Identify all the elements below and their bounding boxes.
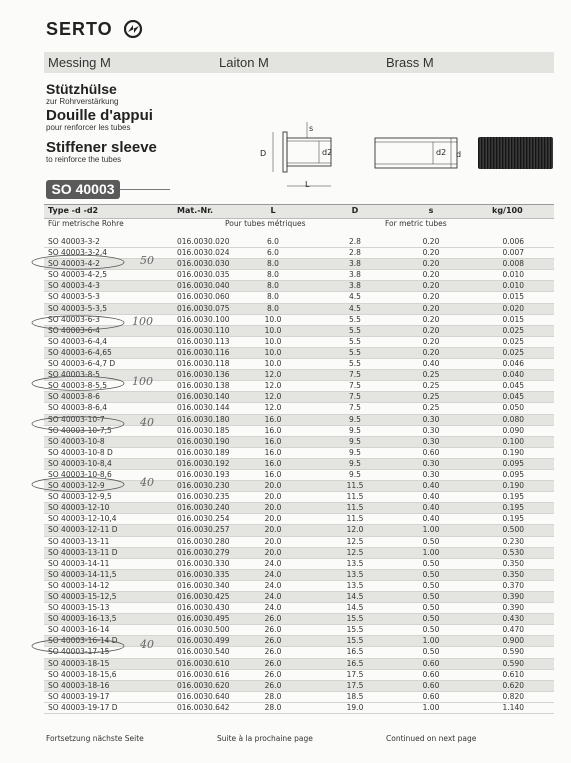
cell-s: 0.30 [422, 469, 440, 479]
cell-d: 13.5 [346, 569, 364, 579]
cell-l: 20.0 [264, 503, 282, 513]
cell-kg: 0.006 [502, 237, 524, 246]
cell-type: SO 40003-10-8 D [48, 447, 113, 457]
cell-s: 0.20 [422, 248, 440, 258]
footer-en: Continued on next page [386, 734, 477, 743]
cell-l: 16.0 [264, 414, 282, 424]
cell-kg: 0.590 [502, 658, 524, 668]
cell-d: 9.5 [349, 414, 361, 424]
annotation-circle [32, 376, 124, 390]
cell-l: 24.0 [264, 580, 282, 590]
cell-kg: 0.045 [502, 392, 524, 402]
dim-d: d [456, 150, 462, 159]
cell-s: 0.25 [422, 392, 440, 402]
cell-l: 12.0 [264, 381, 282, 391]
dim-L: L [305, 180, 310, 189]
cell-d: 15.5 [346, 636, 364, 646]
cell-d: 7.5 [349, 381, 361, 391]
cell-mat-nr: 016.0030.118 [177, 359, 230, 369]
annotation-quantity: 100 [132, 314, 153, 328]
cell-type: SO 40003-5-3 [48, 292, 100, 302]
cell-d: 4.5 [349, 292, 361, 302]
cell-type: SO 40003-4-2,5 [48, 270, 108, 280]
cell-d: 9.5 [349, 436, 361, 446]
cell-s: 0.60 [422, 447, 440, 457]
cell-s: 0.20 [422, 336, 440, 346]
cell-type: SO 40003-8-5,5 [48, 381, 108, 391]
cell-d: 2.8 [349, 248, 361, 258]
cell-l: 8.0 [267, 270, 279, 280]
cell-mat-nr: 016.0030.616 [177, 669, 230, 679]
footer-fr: Suite à la prochaine page [217, 734, 313, 743]
cell-d: 11.5 [346, 492, 364, 502]
cell-l: 28.0 [264, 702, 282, 712]
cell-l: 12.0 [264, 370, 282, 380]
subheader-de: Für metrische Rohre [48, 219, 124, 228]
cell-kg: 0.390 [502, 592, 524, 601]
cell-kg: 0.020 [502, 303, 524, 313]
cell-d: 2.8 [349, 237, 361, 246]
cell-kg: 0.046 [502, 359, 524, 369]
cell-l: 24.0 [264, 603, 282, 613]
cell-s: 0.40 [422, 481, 440, 491]
cell-type: SO 40003-8-6 [48, 392, 100, 402]
cell-s: 0.40 [422, 514, 440, 524]
cell-l: 10.0 [264, 325, 282, 335]
cell-mat-nr: 016.0030.116 [177, 347, 230, 357]
cell-kg: 0.590 [502, 647, 524, 657]
cell-type: SO 40003-10-8,4 [48, 458, 112, 468]
cell-mat-nr: 016.0030.138 [177, 381, 230, 391]
cell-s: 0.40 [422, 492, 440, 502]
cell-l: 28.0 [264, 691, 282, 701]
cell-l: 26.0 [264, 680, 282, 690]
cell-s: 0.30 [422, 414, 440, 424]
cell-type: SO 40003-16-13,5 [48, 614, 117, 624]
cell-mat-nr: 016.0030.060 [177, 292, 230, 302]
cell-d: 11.5 [346, 503, 364, 513]
cell-s: 0.20 [422, 237, 440, 246]
cell-type: SO 40003-6-3 [48, 314, 100, 324]
cell-type: SO 40003-10-7,5 [48, 425, 112, 435]
cell-type: SO 40003-18-16 [48, 680, 110, 690]
cell-mat-nr: 016.0030.190 [177, 436, 230, 446]
cell-l: 20.0 [264, 481, 282, 491]
cell-mat-nr: 016.0030.136 [177, 370, 230, 380]
cell-d: 17.5 [346, 680, 364, 690]
cell-kg: 0.230 [502, 536, 524, 546]
cell-s: 0.60 [422, 658, 440, 668]
cell-d: 9.5 [349, 447, 361, 457]
cell-d: 15.5 [346, 614, 364, 624]
cell-type: SO 40003-18-15 [48, 658, 110, 668]
cell-type: SO 40003-12-9,5 [48, 492, 112, 502]
cell-d: 7.5 [349, 392, 361, 402]
cell-mat-nr: 016.0030.185 [177, 425, 230, 435]
cell-kg: 0.390 [502, 603, 524, 613]
cell-s: 0.20 [422, 259, 440, 269]
cell-mat-nr: 016.0030.024 [177, 248, 230, 258]
cell-d: 9.5 [349, 469, 361, 479]
cell-s: 0.50 [422, 592, 440, 601]
cell-d: 11.5 [346, 481, 364, 491]
cell-l: 26.0 [264, 669, 282, 679]
cell-kg: 0.620 [502, 680, 524, 690]
cell-l: 26.0 [264, 636, 282, 646]
annotation-circle [32, 414, 124, 431]
dim-d2: d2 [322, 148, 333, 157]
cell-kg: 0.190 [502, 447, 524, 457]
cell-mat-nr: 016.0030.040 [177, 281, 230, 291]
annotation-quantity: 100 [132, 375, 153, 389]
cell-l: 12.0 [264, 392, 282, 402]
cell-d: 4.5 [349, 303, 361, 313]
cell-mat-nr: 016.0030.035 [177, 270, 230, 280]
cell-l: 26.0 [264, 625, 282, 635]
cell-kg: 0.195 [502, 492, 524, 502]
cell-type: SO 40003-16-14 [48, 625, 110, 635]
cell-s: 0.50 [422, 580, 440, 590]
cell-d: 5.5 [349, 325, 361, 335]
cell-l: 8.0 [267, 292, 279, 302]
cell-s: 0.25 [422, 370, 440, 380]
cell-kg: 0.095 [502, 469, 524, 479]
cell-l: 10.0 [264, 314, 282, 324]
cell-l: 20.0 [264, 492, 282, 502]
cell-mat-nr: 016.0030.620 [177, 680, 230, 690]
cell-l: 8.0 [267, 303, 279, 313]
cell-type: SO 40003-15-12,5 [48, 592, 117, 601]
cell-type: SO 40003-8-6,4 [48, 403, 108, 413]
cell-s: 0.20 [422, 314, 440, 324]
cell-kg: 1.140 [502, 702, 524, 712]
cell-l: 10.0 [264, 359, 282, 369]
cell-mat-nr: 016.0030.192 [177, 458, 230, 468]
cell-s: 0.30 [422, 436, 440, 446]
cell-mat-nr: 016.0030.254 [177, 514, 230, 524]
cell-mat-nr: 016.0030.495 [177, 614, 230, 624]
subheader-fr: Pour tubes métriques [225, 219, 306, 228]
cell-s: 0.50 [422, 614, 440, 624]
cell-mat-nr: 016.0030.193 [177, 469, 230, 479]
cell-kg: 0.050 [502, 403, 524, 413]
cell-l: 10.0 [264, 347, 282, 357]
cell-d: 15.5 [346, 625, 364, 635]
cell-d: 5.5 [349, 336, 361, 346]
cell-kg: 0.350 [502, 558, 524, 568]
cell-l: 16.0 [264, 425, 282, 435]
cell-kg: 0.045 [502, 381, 524, 391]
cell-s: 0.30 [422, 458, 440, 468]
cell-mat-nr: 016.0030.110 [177, 325, 230, 335]
cell-mat-nr: 016.0030.140 [177, 392, 230, 402]
cell-type: SO 40003-10-8 [48, 436, 105, 446]
cell-kg: 0.195 [502, 514, 524, 524]
cell-d: 19.0 [346, 702, 364, 712]
cell-type: SO 40003-17-15 [48, 647, 110, 657]
cell-l: 8.0 [267, 259, 279, 269]
cell-type: SO 40003-19-17 D [48, 702, 118, 712]
annotation-circle [32, 316, 124, 330]
cell-d: 16.5 [346, 658, 364, 668]
cell-l: 24.0 [264, 592, 282, 601]
annotation-quantity: 40 [140, 476, 154, 490]
cell-mat-nr: 016.0030.235 [177, 492, 230, 502]
cell-mat-nr: 016.0030.030 [177, 259, 230, 269]
cell-s: 0.20 [422, 303, 440, 313]
cell-d: 5.5 [349, 359, 361, 369]
cell-kg: 0.530 [502, 547, 524, 557]
cell-s: 0.50 [422, 603, 440, 613]
cell-d: 16.5 [346, 647, 364, 657]
cell-type: SO 40003-13-11 [48, 536, 110, 546]
cell-type: SO 40003-6-4,65 [48, 347, 112, 357]
dim-s: s [309, 124, 314, 133]
cell-l: 10.0 [264, 336, 282, 346]
cell-mat-nr: 016.0030.180 [177, 414, 230, 424]
cell-type: SO 40003-6-4 [48, 325, 100, 335]
cell-d: 12.5 [346, 547, 364, 557]
cell-type: SO 40003-6-4,4 [48, 336, 108, 346]
cell-mat-nr: 016.0030.642 [177, 702, 230, 712]
cell-kg: 0.195 [502, 503, 524, 513]
cell-s: 0.20 [422, 292, 440, 302]
dim-d2b: d2 [436, 148, 447, 157]
annotation-circle [32, 477, 124, 491]
cell-kg: 0.430 [502, 614, 524, 624]
cell-kg: 0.025 [502, 347, 524, 357]
cell-type: SO 40003-8-5 [48, 370, 100, 380]
cell-type: SO 40003-10-7 [48, 414, 105, 424]
table-header: Type -d -d2 Mat.-Nr. L D s kg/100 [44, 204, 554, 219]
cell-type: SO 40003-10-8,6 [48, 469, 112, 479]
cell-type: SO 40003-13-11 D [48, 547, 118, 557]
dim-D: D [260, 149, 267, 158]
cell-kg: 0.015 [502, 314, 524, 324]
lang-en: Brass M [386, 55, 434, 70]
cell-type: SO 40003-14-12 [48, 580, 110, 590]
cell-l: 26.0 [264, 647, 282, 657]
cell-mat-nr: 016.0030.240 [177, 503, 230, 513]
cell-s: 0.20 [422, 270, 440, 280]
title-de: Stützhülse zur Rohrverstärkung [46, 81, 119, 106]
annotation-quantity: 50 [140, 254, 154, 268]
cell-d: 5.5 [349, 314, 361, 324]
cell-s: 0.20 [422, 325, 440, 335]
annotation-circle [32, 255, 124, 269]
cell-l: 8.0 [267, 281, 279, 291]
cell-d: 14.5 [346, 603, 364, 613]
cell-d: 13.5 [346, 580, 364, 590]
cell-mat-nr: 016.0030.499 [177, 636, 230, 646]
cell-kg: 0.010 [502, 270, 524, 280]
cell-mat-nr: 016.0030.500 [177, 625, 230, 635]
cell-mat-nr: 016.0030.330 [177, 558, 230, 568]
cell-mat-nr: 016.0030.144 [177, 403, 230, 413]
cell-d: 12.5 [346, 536, 364, 546]
cell-kg: 0.025 [502, 325, 524, 335]
cell-s: 0.50 [422, 569, 440, 579]
series-badge: SO 40003 [46, 180, 120, 199]
cell-s: 0.25 [422, 381, 440, 391]
cell-l: 24.0 [264, 569, 282, 579]
cell-mat-nr: 016.0030.113 [177, 336, 230, 346]
cell-d: 17.5 [346, 669, 364, 679]
cell-s: 0.50 [422, 558, 440, 568]
cell-d: 14.5 [346, 592, 364, 601]
cell-s: 0.30 [422, 425, 440, 435]
cell-s: 0.60 [422, 680, 440, 690]
cell-type: SO 40003-19-17 [48, 691, 110, 701]
cell-mat-nr: 016.0030.279 [177, 547, 230, 557]
cell-l: 26.0 [264, 614, 282, 624]
cell-kg: 0.350 [502, 569, 524, 579]
brand-logo: SERTO [46, 19, 113, 39]
cell-kg: 0.900 [502, 636, 524, 646]
cell-mat-nr: 016.0030.280 [177, 536, 230, 546]
cell-type: SO 40003-6-4,7 D [48, 359, 116, 369]
cell-kg: 0.090 [502, 425, 524, 435]
annotation-circle [32, 639, 124, 653]
cell-s: 0.50 [422, 536, 440, 546]
annotation-quantity: 40 [140, 638, 154, 651]
cell-d: 3.8 [349, 259, 361, 269]
cell-type: SO 40003-15-13 [48, 603, 110, 613]
cell-type: SO 40003-4-3 [48, 281, 100, 291]
cell-d: 5.5 [349, 347, 361, 357]
subheader-en: For metric tubes [385, 219, 447, 228]
cell-mat-nr: 016.0030.020 [177, 237, 230, 246]
cell-type: SO 40003-12-11 D [48, 525, 118, 535]
cell-kg: 0.095 [502, 458, 524, 468]
cell-s: 0.40 [422, 359, 440, 369]
cell-type: SO 40003-12-9 [48, 481, 105, 491]
cell-d: 9.5 [349, 425, 361, 435]
cell-s: 0.50 [422, 625, 440, 635]
cell-d: 12.0 [346, 525, 364, 535]
cell-kg: 0.025 [502, 336, 524, 346]
cell-l: 16.0 [264, 458, 282, 468]
cell-kg: 0.015 [502, 292, 524, 302]
cell-kg: 0.190 [502, 481, 524, 491]
cell-kg: 0.370 [502, 580, 524, 590]
cell-kg: 0.470 [502, 625, 524, 635]
cell-d: 11.5 [346, 514, 364, 524]
cell-mat-nr: 016.0030.335 [177, 569, 230, 579]
cell-l: 26.0 [264, 658, 282, 668]
cell-l: 20.0 [264, 536, 282, 546]
cell-type: SO 40003-16-14 D [48, 636, 118, 646]
cell-s: 0.60 [422, 669, 440, 679]
cell-mat-nr: 016.0030.430 [177, 603, 230, 613]
cell-mat-nr: 016.0030.640 [177, 691, 230, 701]
cell-mat-nr: 016.0030.425 [177, 592, 230, 601]
cell-type: SO 40003-14-11 [48, 558, 110, 568]
cell-l: 12.0 [264, 403, 282, 413]
title-fr: Douille d'appui pour renforcer les tubes [46, 107, 153, 132]
cell-mat-nr: 016.0030.340 [177, 580, 230, 590]
cell-mat-nr: 016.0030.075 [177, 303, 230, 313]
cell-l: 24.0 [264, 558, 282, 568]
cell-l: 16.0 [264, 436, 282, 446]
cell-l: 6.0 [267, 237, 279, 246]
cell-d: 9.5 [349, 458, 361, 468]
cell-type: SO 40003-12-10 [48, 503, 110, 513]
cell-d: 7.5 [349, 403, 361, 413]
cell-kg: 0.008 [502, 259, 524, 269]
cell-s: 1.00 [422, 702, 440, 712]
cell-mat-nr: 016.0030.230 [177, 481, 230, 491]
annotation-quantity: 40 [140, 415, 154, 429]
cell-s: 1.00 [422, 525, 440, 535]
cell-type: SO 40003-5-3,5 [48, 303, 108, 313]
cell-s: 0.25 [422, 403, 440, 413]
cell-s: 0.20 [422, 281, 440, 291]
cell-mat-nr: 016.0030.189 [177, 447, 230, 457]
cell-type: SO 40003-4-2 [48, 259, 100, 269]
cell-mat-nr: 016.0030.540 [177, 647, 230, 657]
cell-l: 20.0 [264, 525, 282, 535]
cell-l: 16.0 [264, 469, 282, 479]
cell-l: 16.0 [264, 447, 282, 457]
title-en: Stiffener sleeve to reinforce the tubes [46, 139, 157, 164]
cell-s: 0.60 [422, 691, 440, 701]
cell-kg: 0.080 [502, 414, 524, 424]
cell-type: SO 40003-12-10,4 [48, 514, 117, 524]
cell-l: 20.0 [264, 514, 282, 524]
cell-kg: 0.100 [502, 436, 524, 446]
cell-s: 0.50 [422, 647, 440, 657]
cell-kg: 0.040 [502, 370, 524, 380]
cell-s: 0.20 [422, 347, 440, 357]
cell-kg: 0.500 [502, 525, 524, 535]
cell-s: 1.00 [422, 547, 440, 557]
cell-type: SO 40003-3-2 [48, 237, 100, 246]
cell-d: 3.8 [349, 281, 361, 291]
cell-d: 18.5 [346, 691, 364, 701]
cell-kg: 0.610 [502, 669, 524, 679]
lang-fr: Laiton M [219, 55, 269, 70]
cell-d: 3.8 [349, 270, 361, 280]
cell-mat-nr: 016.0030.257 [177, 525, 230, 535]
cell-type: SO 40003-18-15,6 [48, 669, 117, 679]
cell-kg: 0.010 [502, 281, 524, 291]
cell-l: 6.0 [267, 248, 279, 258]
cell-l: 20.0 [264, 547, 282, 557]
cell-s: 0.40 [422, 503, 440, 513]
cell-d: 7.5 [349, 370, 361, 380]
cell-type: SO 40003-3-2,4 [48, 248, 108, 258]
cell-d: 13.5 [346, 558, 364, 568]
cell-mat-nr: 016.0030.610 [177, 658, 230, 668]
cell-mat-nr: 016.0030.100 [177, 314, 230, 324]
footer-de: Fortsetzung nächste Seite [46, 734, 144, 743]
lang-de: Messing M [48, 55, 111, 70]
cell-s: 1.00 [422, 636, 440, 646]
cell-type: SO 40003-14-11,5 [48, 569, 117, 579]
cell-kg: 0.820 [502, 691, 524, 701]
cell-kg: 0.007 [502, 248, 524, 258]
